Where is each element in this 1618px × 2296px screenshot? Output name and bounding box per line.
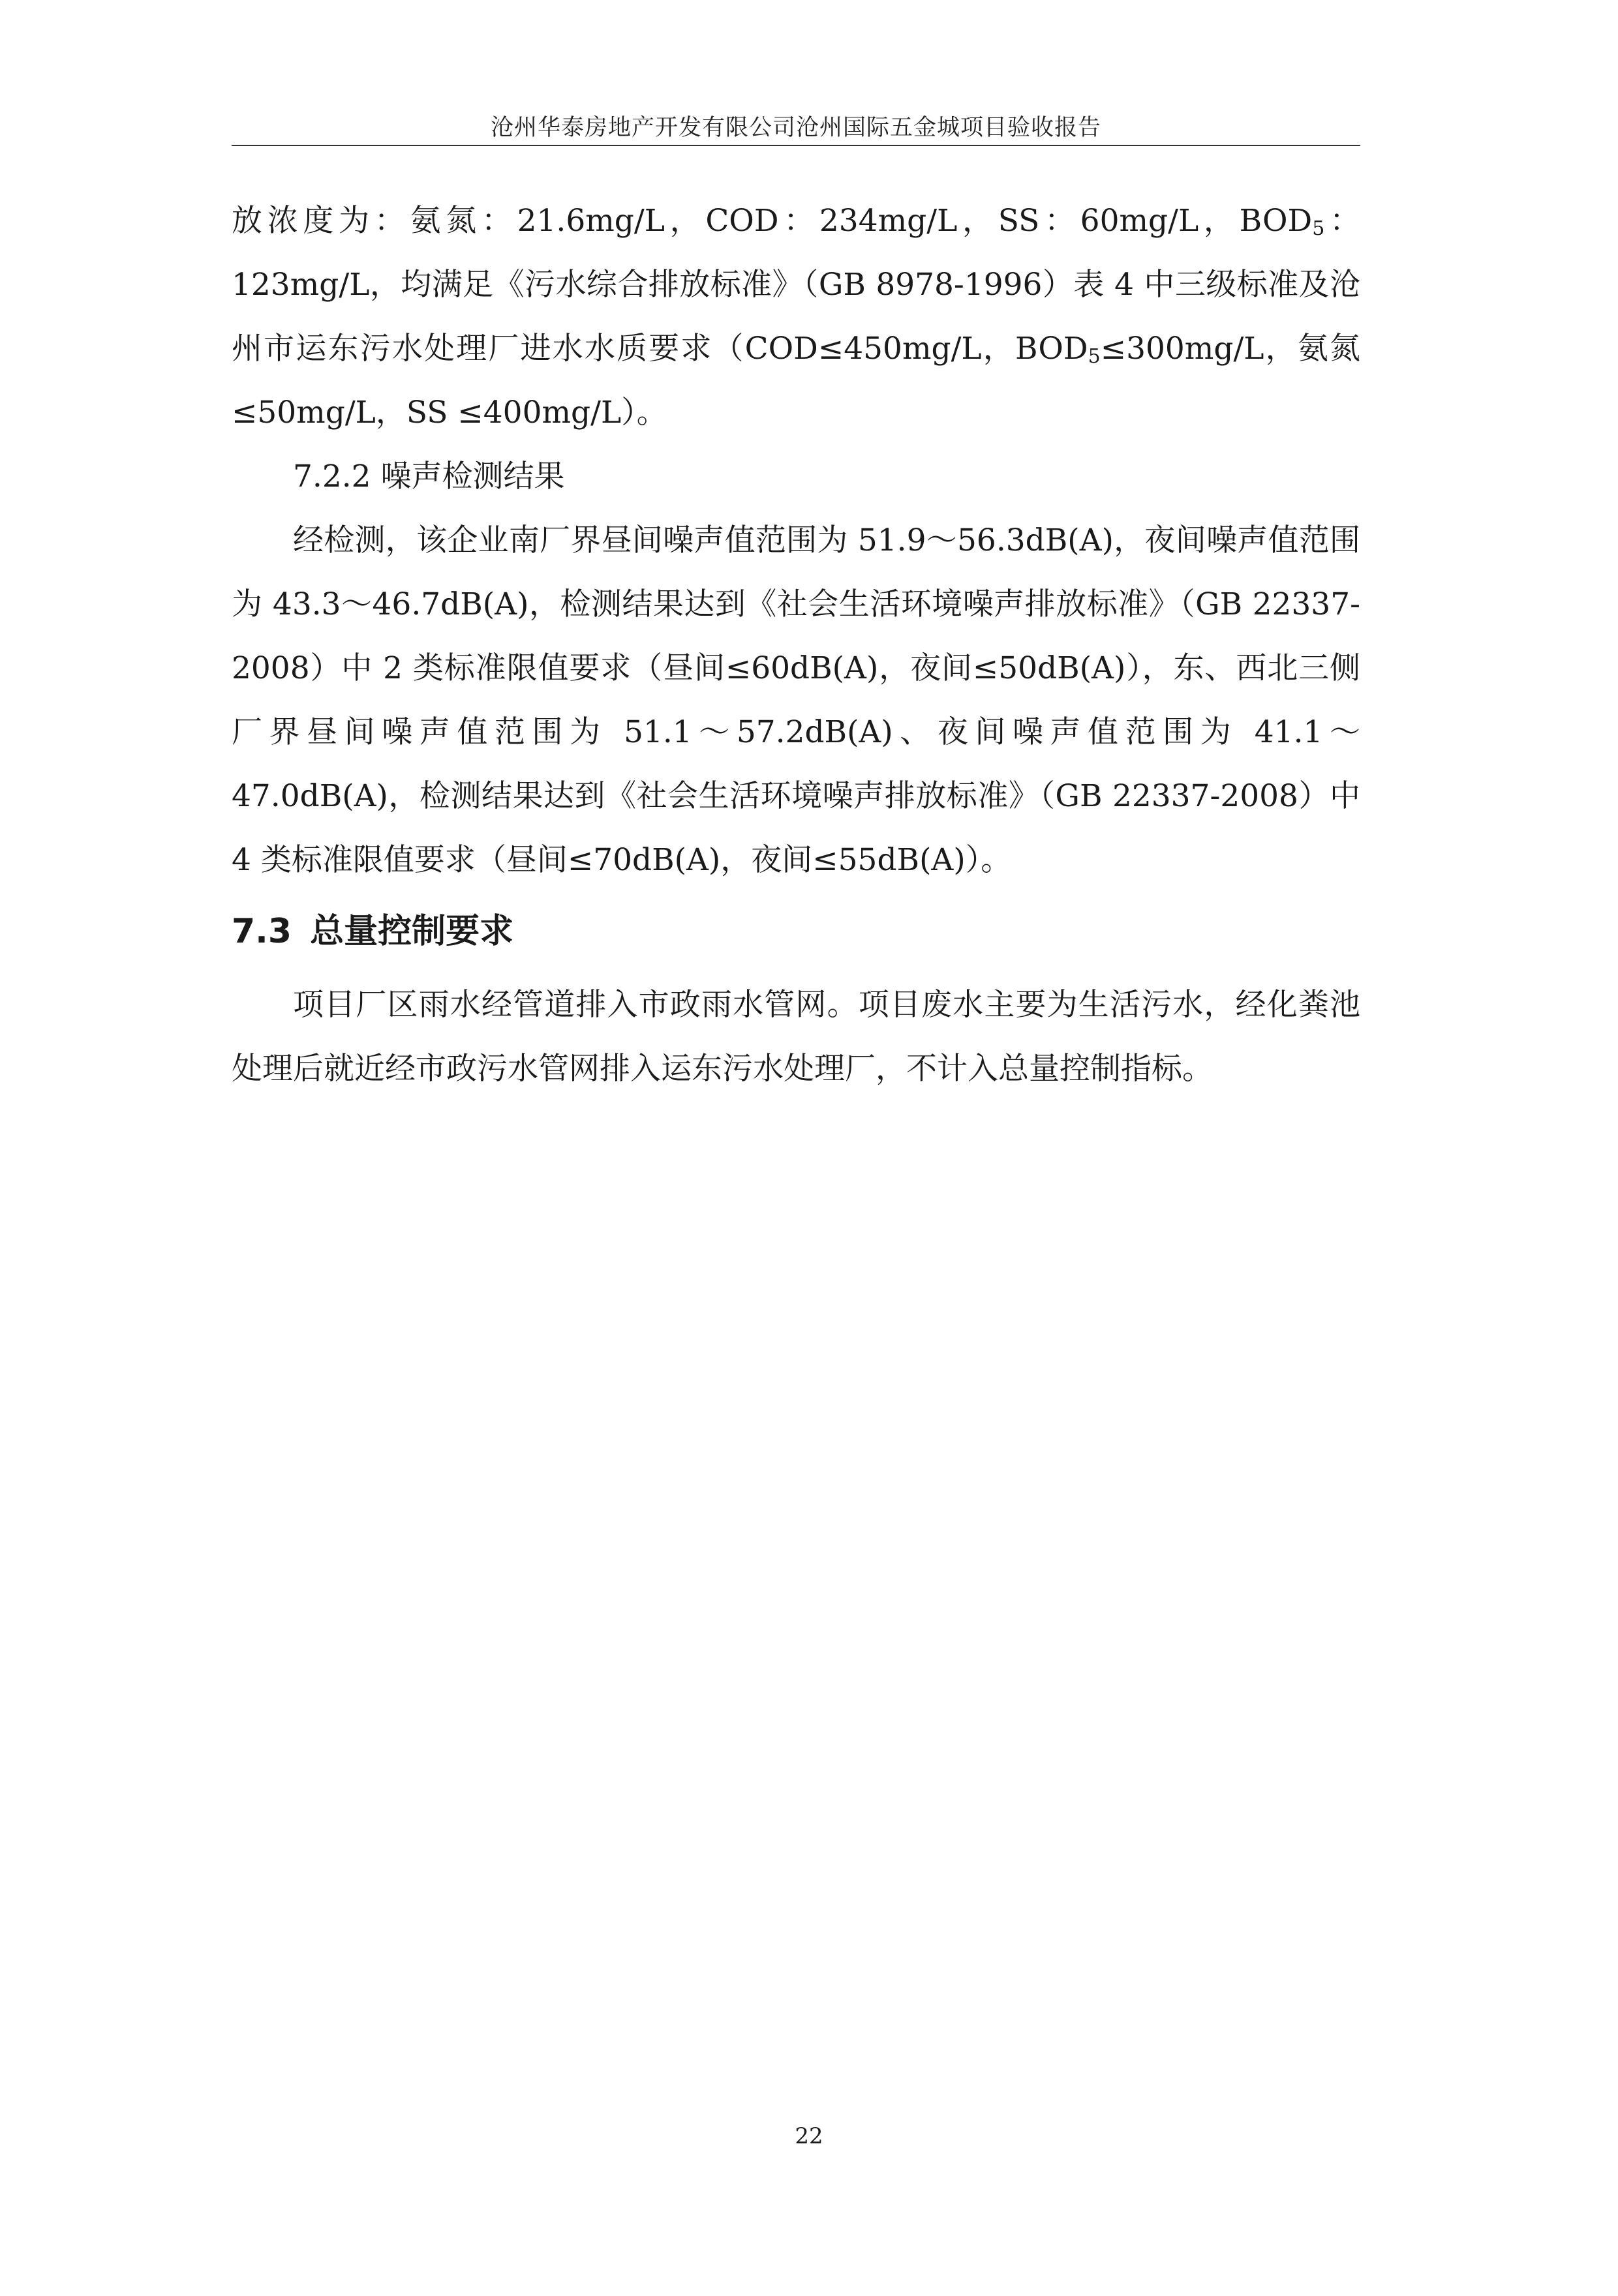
- subscript: 5: [1312, 217, 1325, 240]
- paragraph-text: ：123mg/L，均满足《污水综合排放标准》（GB 8978-1996）表 4 中三级标准及沧州市运东污水处理厂进水水质要求（COD≤450mg/L，BOD: [232, 203, 1360, 367]
- section-title: 总量控制要求: [310, 912, 514, 951]
- header-rule: [232, 145, 1360, 146]
- section-number: 7.3: [232, 912, 292, 951]
- paragraph-text: 放浓度为：氨氮：21.6mg/L，COD：234mg/L，SS：60mg/L，BOD: [232, 203, 1313, 239]
- paragraph-total-control: 项目厂区雨水经管道排入市政雨水管网。项目废水主要为生活污水，经化粪池处理后就近经市政污水管网排入运东污水处理厂，不计入总量控制指标。: [232, 987, 1360, 1087]
- subscript: 5: [1088, 345, 1101, 368]
- paragraph-noise-results: 经检测，该企业南厂界昼间噪声值范围为 51.9～56.3dB(A)，夜间噪声值范围为 43.3～46.7dB(A)，检测结果达到《社会生活环境噪声排放标准》（GB 22337-2008）中 2 类标准限值要求（昼间≤60dB(A)，夜间≤50dB(A)），东、西北三侧厂界昼间噪声值范围为 51.1～57.2dB(A)、夜间噪声值范围为 41.1～47.0dB(A)，检测结果达到《社会生活环境噪声排放标准》（GB 22337-2008）中 4 类标准限值要求（昼间≤70dB(A)，夜间≤55dB(A)）。: [232, 522, 1360, 878]
- paragraph-text: ≤300mg/L，氨氮≤50mg/L，SS ≤400mg/L）。: [232, 331, 1360, 430]
- section-heading-total-control: [232, 899, 1360, 964]
- subsection-heading-noise: 7.2.2 噪声检测结果: [293, 459, 565, 494]
- document-body: [232, 189, 1360, 1101]
- page-number: 22: [795, 2123, 823, 2149]
- page-header: 沧州华泰房地产开发有限公司沧州国际五金城项目验收报告: [490, 115, 1101, 141]
- paragraph-effluent-concentration: [232, 189, 1360, 445]
